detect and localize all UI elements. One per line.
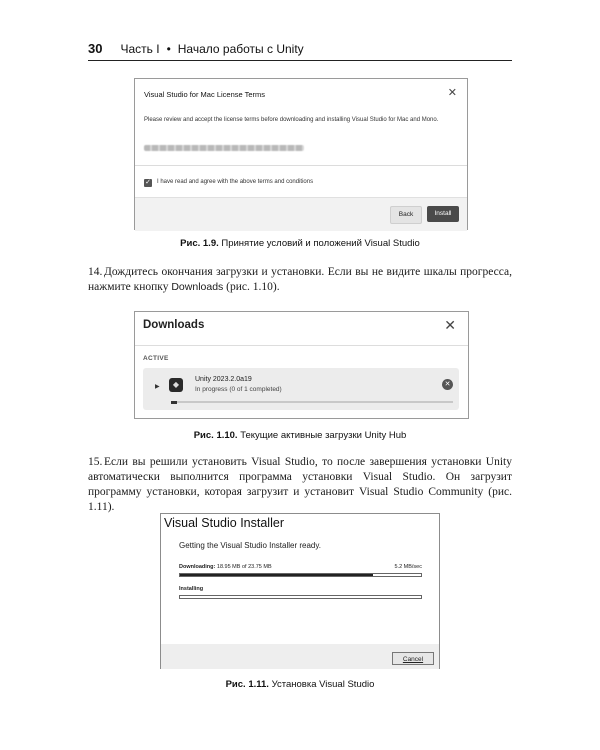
downloading-detail: 18.95 MB of 23.75 MB (216, 564, 272, 570)
cancel-button-label: Cancel (402, 656, 424, 663)
download-progress-bar (179, 573, 422, 577)
page-number: 30 (88, 41, 103, 56)
blurred-link[interactable] (144, 145, 304, 151)
close-icon[interactable]: ✕ (444, 317, 456, 333)
step-number: 15. (88, 456, 103, 468)
running-header (88, 41, 512, 59)
downloading-status (179, 564, 272, 570)
divider (135, 345, 468, 346)
install-button[interactable]: Install (427, 206, 459, 222)
dialog-title: Visual Studio for Mac License Terms (144, 90, 266, 99)
dialog-message: Please review and accept the license terms before downloading and installing Visual Studio for Mac and Mono. (144, 117, 439, 123)
installing-label: Installing (179, 586, 204, 592)
active-section-label: ACTIVE (143, 355, 169, 362)
installer-subtitle: Getting the Visual Studio Installer ready. (179, 541, 322, 550)
download-speed: 5.2 MB/sec (394, 564, 422, 570)
download-progress-bar (171, 401, 453, 403)
back-button[interactable]: Back (390, 206, 422, 224)
caption-label: Рис. 1.11. (225, 679, 269, 690)
header-separator: • (166, 42, 171, 56)
caption-text: Текущие активные загрузки Unity Hub (240, 430, 407, 441)
close-icon[interactable]: ✕ (447, 87, 457, 99)
step-number: 14. (88, 266, 103, 278)
caption-text: Принятие условий и положений Visual Studio (221, 238, 420, 249)
step-text: Дождитесь окончания загрузки и установки. Если вы не видите шкалы прогресса, нажмите кнопку (88, 266, 512, 293)
divider (135, 165, 467, 166)
visual-studio-installer-screenshot (160, 513, 440, 669)
figure-caption-1-11 (0, 679, 600, 690)
figure-caption-1-10 (0, 430, 600, 441)
installer-title: Visual Studio Installer (164, 516, 284, 530)
install-progress-bar (179, 595, 422, 599)
figure-caption-1-9 (0, 238, 600, 249)
unity-logo-icon: ◆ (169, 378, 183, 392)
header-rule (88, 60, 512, 61)
downloads-button-name: Downloads (171, 281, 224, 293)
step-text-end: (рис. 1.10). (223, 281, 280, 293)
chapter-title: Начало работы с Unity (177, 42, 304, 56)
downloading-label: Downloading: (179, 564, 216, 570)
caption-label: Рис. 1.10. (193, 430, 238, 441)
expand-chevron-icon[interactable]: ▶ (155, 384, 160, 390)
step-15-paragraph (88, 455, 512, 515)
cancel-download-icon[interactable]: ✕ (442, 379, 453, 390)
cancel-button[interactable] (392, 652, 434, 665)
download-item (143, 368, 459, 410)
step-14-paragraph (88, 265, 512, 295)
downloads-title: Downloads (143, 319, 205, 331)
agree-checkbox[interactable]: ✓ (145, 179, 151, 186)
license-terms-dialog-screenshot (134, 78, 468, 230)
agree-checkbox-label: I have read and agree with the above terms and conditions (157, 179, 314, 185)
unity-hub-downloads-screenshot (134, 311, 469, 419)
download-item-name: Unity 2023.2.0a19 (195, 376, 252, 383)
caption-text: Установка Visual Studio (271, 679, 375, 690)
download-item-status: In progress (0 of 1 completed) (195, 386, 282, 393)
part-label: Часть I (120, 42, 160, 56)
download-progress-fill (171, 401, 177, 404)
step-text: Если вы решили установить Visual Studio, то после завершения установки Unity автоматически выполнится программа установки Visual Studio. Он загрузит программу установки, которая загрузит и установит Visual Studio Community (рис. 1.11). (88, 456, 512, 513)
download-progress-fill (180, 574, 373, 576)
caption-label: Рис. 1.9. (180, 238, 219, 249)
